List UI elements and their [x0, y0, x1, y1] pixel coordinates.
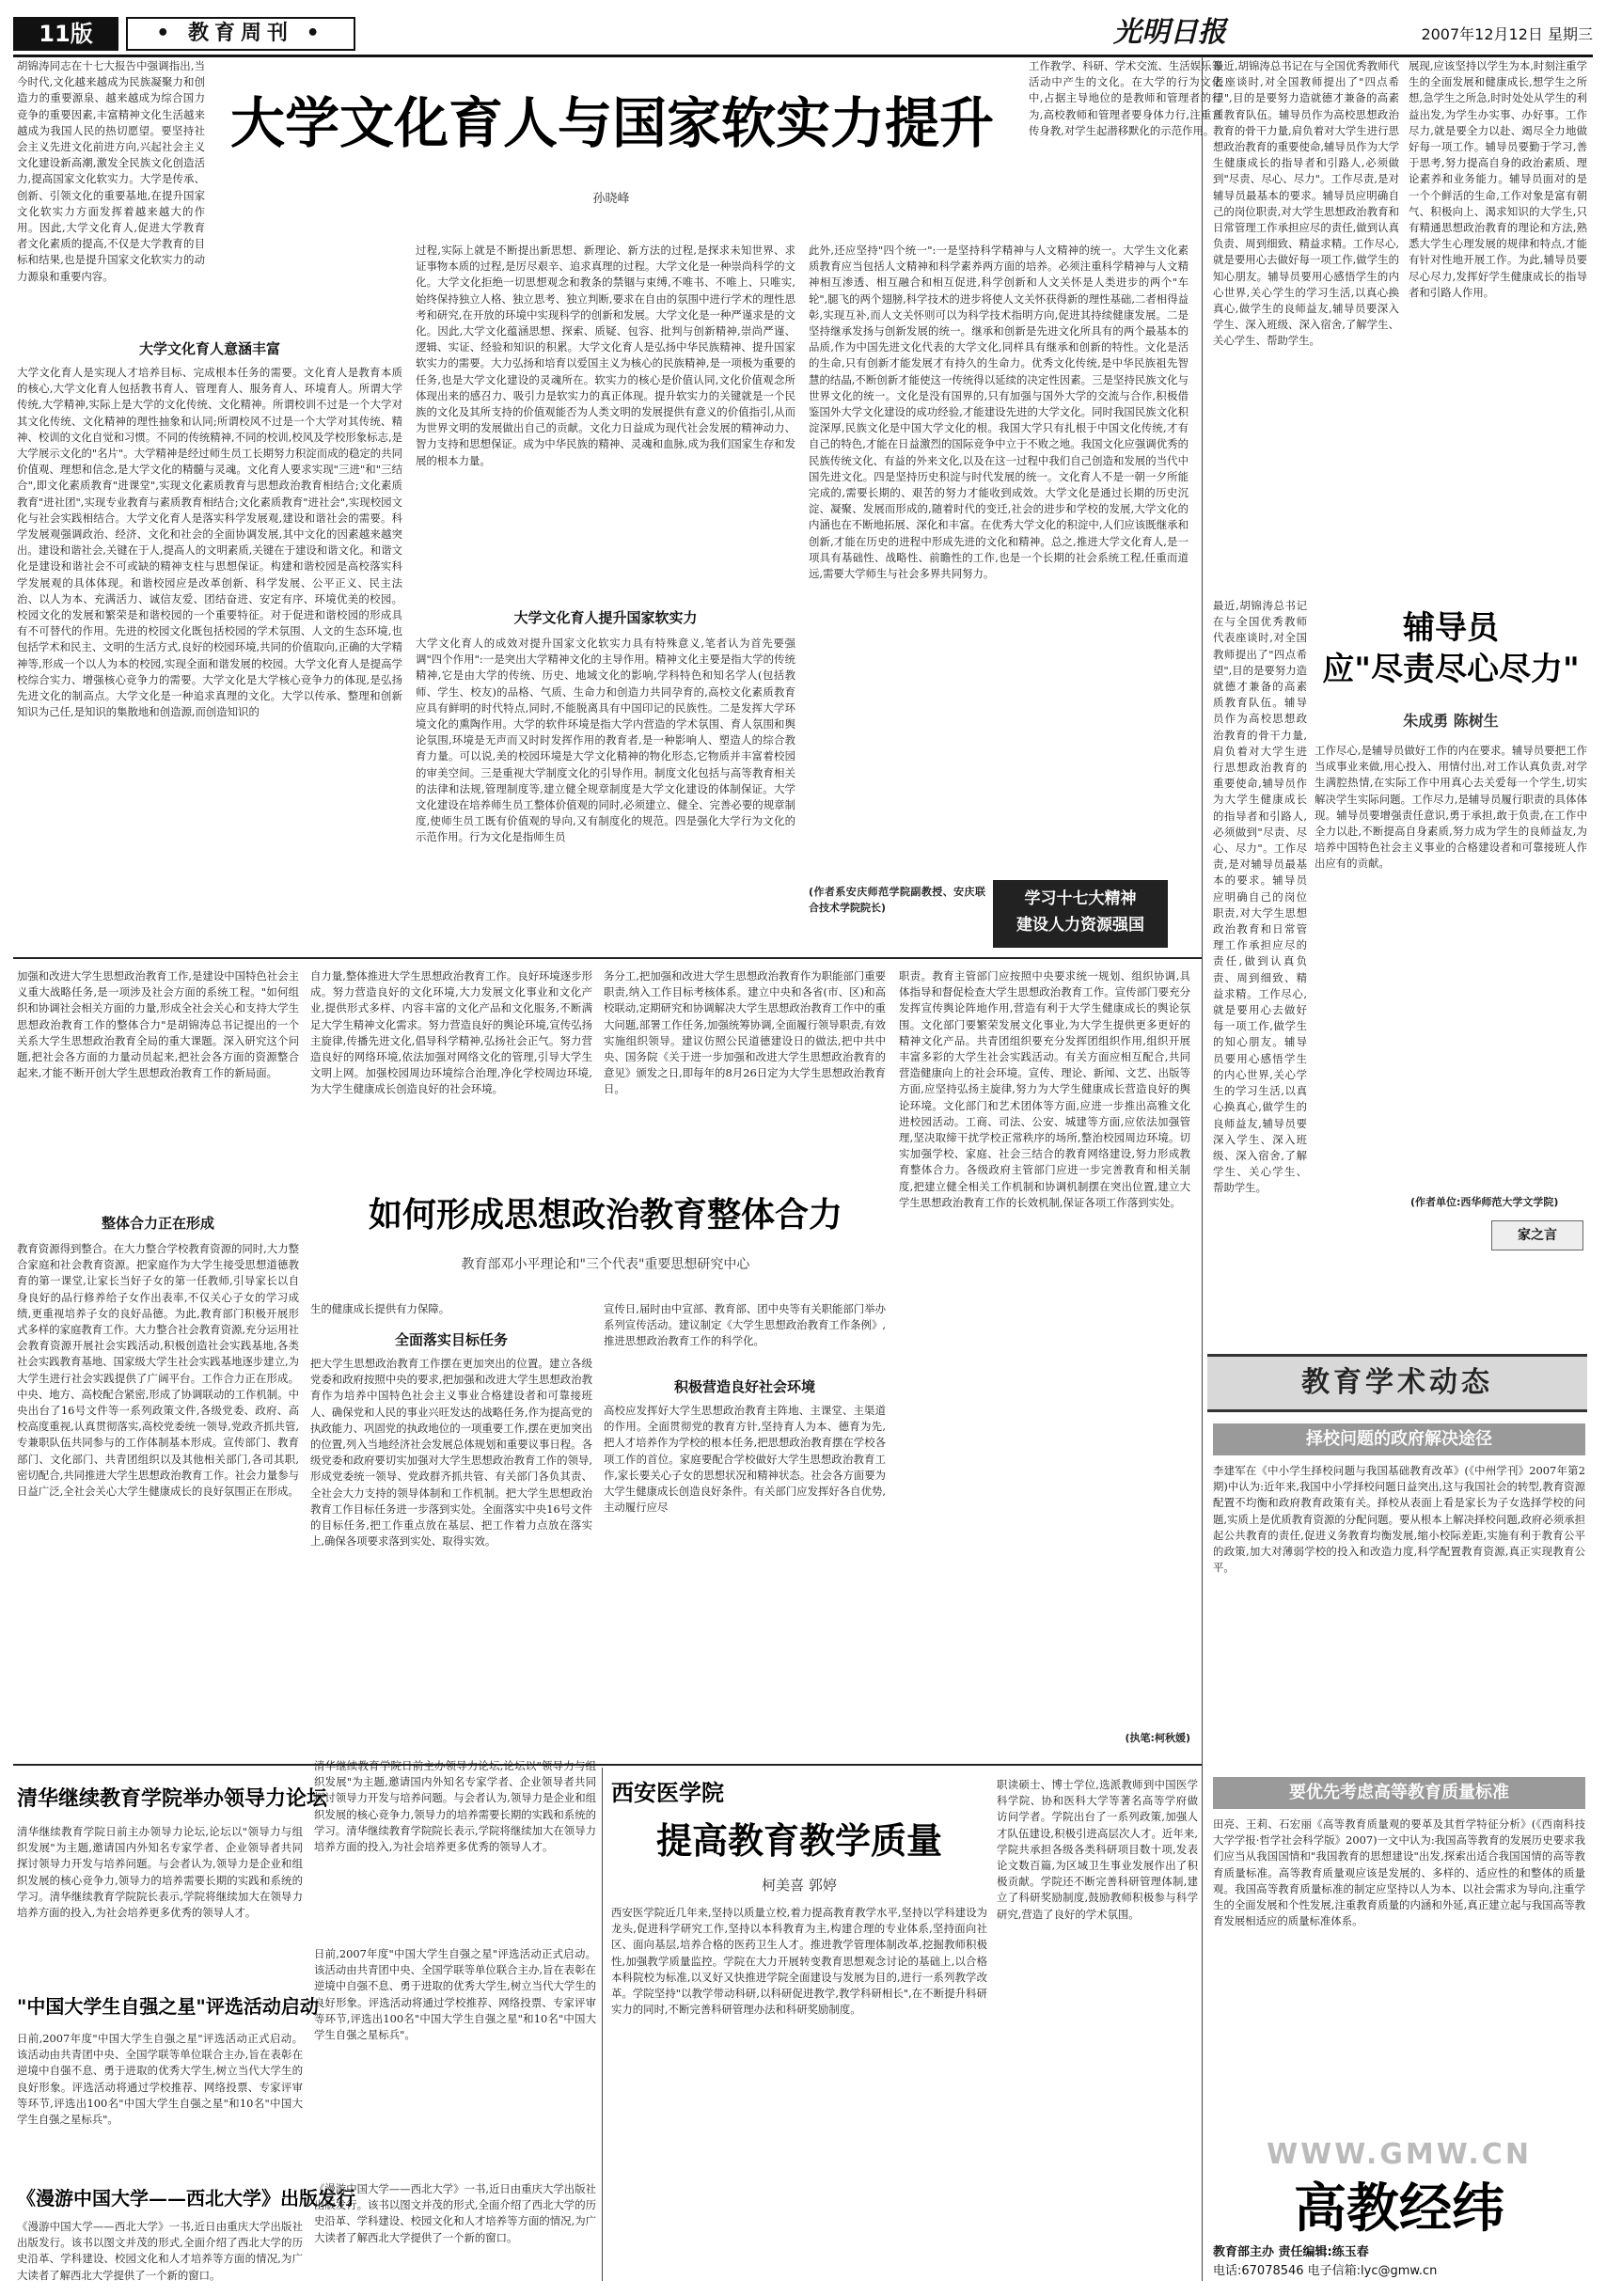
middle-headline: 如何形成思想政治教育整体合力	[368, 1195, 842, 1234]
lead-intro: 胡锦涛同志在十七大报告中强调指出,当今时代,文化越来越成为民族凝聚力和创造力的重要源泉、越来越成为综合国力竞争的重要因素,丰富精神文化生活越来越成为我国人民的热切愿望。要坚持社会主义先进文化前进方向,兴起社会主义文化建设新高潮,激发全民族文化创造活力,提高国家文化软实力。大学是传承、创新、引领文化的重要基地,在提升国家文化软实力方面发挥着越来越大的作用。因此,大学文化育人,促进大学教育者文化素质的提高,不仅是大学教育的目标和结果,也是提升国家文化软实力的动力源泉和重要内容。	[17, 59, 205, 283]
academic-news-title: 教育学术动态	[1301, 1366, 1493, 1399]
publication-date	[1311, 23, 1593, 44]
xian-headline: 提高教育教学质量	[655, 1819, 942, 1862]
contact-line: 电话:67078546 电子信箱:lyc@gmw.cn	[1213, 2264, 1438, 2278]
middle-intro: 加强和改进大学生思想政治教育工作,是建设中国特色社会主义重大战略任务,是一项涉及社会方面的系统工程。"如何组织和协调社会相关方面的力量,形成全社会关心和支持大学生思想政治教育工作的整体合力"是胡锦涛总书记提出的一个关系大学生思想政治教育全局的重大课题。深入研究这个问题,把社会各方面的力量动员起来,把社会各方面的资源整合起来,才能不断开创大学生思想政治教育工作的新局面。	[17, 969, 299, 1080]
lead-column-1: 大学文化育人是实现人才培养目标、完成根本任务的需要。文化育人是教育本质的核心,大学文化育人包括教书育人、管理育人、服务育人、环境育人。所谓大学传统,大学精神,实际上是大学的文化传统、文化精神。所谓校训不过是一个大学对其文化传统、文化精神的理性抽象和认同;所谓校风不过是一个大学对其传统、精神、校训的文化自觉和习惯。不同的传统精神,不同的校训,校风及学校形象标志,是大学展示文化的"名片"。大学精神是经过师生员工长期努力积淀而成的稳定的共同价值观、理想和信念,是大学文化的精髓与灵魂。文化育人要求实现"三进"和"三结合",即文化素质教育"进课堂",实现文化素质教育与思想政治教育相结合;文化素质教育"进社团",实现专业教育与素质教育相结合;文化素质教育"进社会",实现校园文化与社会实践相结合。大学文化育人是落实科学发展观,建设和谐社会的需要。科学发展观强调政治、经济、文化和社会的全面协调发展,其中文化的因素越来越突出。建设和谐社会,关键在于人,提高人的文明素质,关键在于建设和谐文化。和谐文化是建设和谐社会不可或缺的精神支柱与思想保证。构建和谐校园是高校落实科学发展观的具体体现。和谐校园应是改革创新、科学发展、公平正义、民主法治、以人为本、充满活力、诚信友爱、团结奋进、安定有序、环境优美的校园。校园文化的发展和繁荣是和谐校园的一个重要特征。对于促进和谐校园的形成具有不可替代的作用。先进的校园文化既包括校园的学术氛围、人文的生态环境,也包括学术和民主、文明的生活方式,良好的校园环境,共同的价值取向,正确的大学精神等,形成一个以人为本的校园,实现全面和谐发展的校园。大学文化育人是提高学校综合实力、增强核心竞争力的需要。大学文化是大学核心竞争力的体现,是弘扬先进文化的制高点。大学文化是一种追求真理的文化。大学以传承、整理和创新知识为己任,是知识的集散地和创造源,而创造知识的	[17, 366, 402, 719]
xian-kicker: 西安医学院	[611, 1779, 724, 1806]
bottom-article-1-text: 清华继续教育学院日前主办领导力论坛,论坛以"领导力与组织发展"为主题,邀请国内外知名专家学者、企业领导者共同探讨领导力开发与培养问题。与会者认为,领导力是企业和组织发展的核心竞争力,领导力的培养需要长期的实践和系统的学习。清华继续教育学院院长表示,学院将继续加大在领导力培养方面的投入,为社会培养更多优秀的领导人才。	[17, 1825, 303, 1920]
xian-text-right: 职读硕士、博士学位,选派教师到中国医学科学院、协和医科大学等著名高等学府做访问学者。学院出台了一系列政策,加强人才队伍建设,积极引进高层次人才。近年来,学院共承担各级各类科研项目数十项,发表论文数百篇,为区域卫生事业发展作出了积极贡献。学院还不断完善科研管理体制,建立了科研奖励制度,鼓励教师积极参与科学研究,营造了良好的学术氛围。	[997, 1778, 1198, 1921]
middle-column-3: 务分工,把加强和改进大学生思想政治教育作为职能部门重要职责,纳入工作目标考核体系。建立中央和各省(市、区)和高校联动,定期研究和协调解决大学生思想政治教育工作中的重大问题,部署工作任务,加强统筹协调,全面履行领导职责,有效实施组织领导。建议仿照公民道德建设日的做法,把中共中央、国务院《关于进一步加强和改进大学生思想政治教育的意见》颁发之日,即每年的8月26日定为大学生思想政治教育日。	[604, 969, 886, 1096]
site-url: WWW.GMW.CN	[1267, 2138, 1532, 2171]
bottom-divider	[13, 1764, 1202, 1766]
counselor-column-c: 工作尽心,是辅导员做好工作的内在要求。辅导员要把工作当成事业来做,用心投入、用情付出,对工作认真负责,对学生满腔热情,在实际工作中用真心去关爱每一个学生,切实解决学生实际问题。工作尽力,是辅导员履行职责的具体体现。辅导员要增强责任意识,勇于承担,敢于负责,在工作中全力以赴,不断提高自身素质,努力成为学生的良师益友,为培养中国特色社会主义事业的合格建设者和可靠接班人作出应有的贡献。	[1315, 744, 1587, 871]
topic-banner-line-1: 学习十七大精神	[1024, 889, 1137, 908]
bottom-article-1-title: 清华继续教育学院举办领导力论坛	[17, 1786, 328, 1811]
middle-column-3c: 高校应发挥好大学生思想政治教育主阵地、主课堂、主渠道的作用。全面贯彻党的教育方针,坚持育人为本、德育为先,把人才培养作为学校的根本任务,把思想政治教育摆在学校各项工作的首位。家庭要配合学校做好大学生思想政治教育工作,家长要关心子女的思想状况和精神状态。社会各方面要为大学生健康成长创造良好条件。有关部门应发挥好各自优势,主动履行应尽	[604, 1404, 886, 1515]
bottom-article-2-title: "中国大学生自强之星"评选活动启动	[17, 1995, 319, 2018]
news-item-2-title: 要优先考虑高等教育质量标准	[1213, 1777, 1585, 1809]
counselor-headline-line-2: 应"尽责尽心尽力"	[1322, 651, 1580, 688]
editor-line	[1213, 2243, 1585, 2262]
column-brand: 高教经纬	[1294, 2178, 1504, 2240]
issue-number: 11版	[13, 17, 118, 51]
middle-column-2a: 自力量,整体推进大学生思想政治教育工作。良好环境逐步形成。努力营造良好的文化环境,大力发展文化事业和文化产业,提供形式多样、内容丰富的文化产品和文化服务,不断满足大学生精神文化需求。努力营造良好的舆论环境,宣传弘扬主旋律,传播先进文化,倡导科学精神,弘扬社会正气。努力营造良好的网络环境,依法加强对网络文化的管理,引导大学生文明上网。加强校园周边环境综合治理,净化学校周边环境,为大学生健康成长创造良好的社会环境。	[310, 969, 592, 1096]
academic-news-band	[1207, 1354, 1587, 1412]
counselor-affiliation: (作者单位:西华师范大学文学院)	[1410, 1196, 1559, 1208]
middle-column-2b: 生的健康成长提供有力保障。	[310, 1302, 450, 1315]
section-name: • 教育周刊 •	[126, 17, 355, 51]
counselor-column-b: 展现,应该坚持以学生为本,时刻注重学生的全面发展和健康成长,想学生之所想,急学生之所急,时时处处从学生的利益出发,为学生办实事、办好事。工作尽力,就是要全力以赴、竭尽全力地做好每一项工作。辅导员要勤于学习,善于思考,努力提高自身的政治素质、理论素养和业务能力。辅导员面对的是一个个鲜活的生命,工作对象是富有朝气、积极向上、渴求知识的大学生,只有精通思想政治教育的理论和方法,熟悉大学生心理发展的规律和特点,才能有针对性地开展工作。为此,辅导员要尽心尽力,发挥好学生健康成长的指导者和引路人作用。	[1409, 59, 1587, 299]
counselor-headline	[1315, 607, 1587, 690]
section-divider	[13, 957, 1202, 959]
bottom-divider-1	[602, 1768, 603, 2281]
lead-byline: 孙晓峰	[592, 192, 630, 206]
counselor-column-c-left: 最近,胡锦涛总书记在与全国优秀教师代表座谈时,对全国教师提出了"四点希望",目的是要努力造就德才兼备的高素质教育队伍。辅导员作为高校思想政治教育的骨干力量,肩负着对大学生进行思想政治教育的重要使命,辅导员作为大学生健康成长的指导者和引路人,必须做到"尽责、尽心、尽力"。工作尽责,是对辅导员最基本的要求。辅导员应明确自己的岗位职责,对大学生思想政治教育和日常管理工作承担应尽的责任,做到认真负责、周到细致、精益求精。工作尽心,就是要用心去做好每一项工作,做学生的知心朋友。辅导员要用心感悟学生的内心世界,关心学生的学习生活,以真心换真心,做学生的良师益友,辅导员要深入学生、深入班级、深入宿舍,了解学生、关心学生、帮助学生。	[1213, 599, 1307, 1195]
lead-side-text: 工作教学、科研、学术交流、生活娱乐等活动中产生的文化。在大学的行为文化中,占据主导地位的是教师和管理者的行为,高校教师和管理者要身体力行,注重言传身教,对学生起潜移默化的示范作用。	[1029, 59, 1222, 137]
editor-info: 教育部主办 责任编辑:练玉春	[1213, 2245, 1369, 2259]
lead-headline: 大学文化育人与国家软实力提升	[229, 91, 994, 155]
bottom-article-3-text: 《漫游中国大学——西北大学》一书,近日由重庆大学出版社出版发行。该书以图文并茂的形式,全面介绍了西北大学的历史沿革、学科建设、校园文化和人才培养等方面的情况,为广大读者了解西北大学提供了一个新的窗口。	[17, 2220, 303, 2282]
middle-byline-end: (执笔:柯秋媛)	[1125, 1732, 1190, 1744]
xian-text: 西安医学院近几年来,坚持以质量立校,着力提高教育教学水平,坚持以学科建设为龙头,促进科学研究工作,坚持以本科教育为主,构建合理的专业体系,坚持面向社区、面向基层,培养合格的医药卫生人才。推进教学管理体制改革,挖掘教师积极性,加强教学质量监控。学院在大力开展转变教育思想观念讨论的基础上,以合格本科院校为标准,以叉好又快推进学院全面建设与发展为目的,进行一系列教学改革。学院坚持"以教学带动科研,以科研促进教学,教学科研相长",在不断提升科研实力的同时,不断完善科研管理办法和科研奖励制度。	[611, 1906, 987, 2017]
counselor-headline-line-1: 辅导员	[1403, 609, 1499, 647]
column-divider	[1202, 56, 1203, 1222]
lead-column-3: 此外,还应坚持"四个统一":一是坚持科学精神与人文精神的统一。大学生文化素质教育应当包括人文精神和科学素养两方面的培养。必须注重科学精神与人文精神相互渗透、相互融合和相互促进,科学创新和人文关怀是人类进步的两个"车轮",腿飞的两个翅膀,科学技术的进步将使人文关怀获得新的理性基础,二者相得益彰,实现互补,而人文关怀则可以为科学技术指明方向,促进其持续健康发展。二是坚持继承发扬与创新发展的统一。继承和创新是先进文化所具有的两个最基本的品质,作为中国先进文化代表的大学文化,同样具有继承和创新的特性。文化是活的生命,只有创新才能发展才有持久的生命力。优秀文化传统,是中华民族祖先智慧的结晶,不断创新才能使这一传统得以延续的决定性因素。三是坚持民族文化与世界文化的统一。文化是没有国界的,只有加强与国外大学的交流与合作,积极借鉴国外大学文化建设的成功经验,才能建设先进的大学文化。同时我国民族文化积淀深厚,民族文化是中国大学文化的根。我国大学只有扎根于中国文化传统,才有自己的特色,才能在日益激烈的国际竞争中立于不败之地。我国文化应强调优秀的民族传统文化、有益的外来文化,以及在这一过程中我们自己创造和发展的当代中国先进文化。四是坚持历史积淀与时代发展的统一。文化育人不是一朝一夕所能完成的,需要长期的、艰苦的努力才能收到成效。大学文化是通过长期的历史沉淀、凝聚、发展而形成的,随着时代的变迁,社会的进步和学校的发展,大学文化的内涵也在不断地拓展、深化和丰富。在优秀大学文化的积淀中,人们应该既继承和创新,才能在历史的进程中形成先进的文化和精神。总之,推进大学文化育人,是一项具有基础性、战略性、前瞻性的工作,也是一个长期的社会系统工程,任重而道远,需要大学师生与社会多界共同努力。	[809, 244, 1189, 581]
lead-subhead-1: 大学文化育人意涵丰富	[138, 340, 280, 357]
middle-byline: 教育部邓小平理论和"三个代表"重要思想研究中心	[461, 1257, 750, 1272]
weekday-text: 星期三	[1547, 25, 1593, 43]
lead-subhead-2: 大学文化育人提升国家软实力	[513, 609, 698, 626]
bottom-divider-2	[1202, 1222, 1203, 2281]
counselor-byline: 朱成勇 陈树生	[1403, 712, 1499, 730]
page-header	[13, 13, 1593, 57]
middle-subhead-3: 积极营造良好社会环境	[673, 1378, 815, 1395]
lead-affiliation: (作者系安庆师范学院副教授、安庆联合技术学院院长)	[809, 886, 985, 914]
bottom-article-3-text-b: 《漫游中国大学——西北大学》一书,近日由重庆大学出版社出版发行。该书以图文并茂的形式,全面介绍了西北大学的历史沿革、学科建设、校园文化和人才培养等方面的情况,为广大读者了解西北大学提供了一个新的窗口。	[314, 2182, 596, 2244]
middle-column-3b: 宣传日,届时由中宣部、教育部、团中央等有关职能部门举办系列宣传活动。建议制定《大学生思想政治教育工作条例》,推进思想政治教育工作的科学化。	[604, 1302, 886, 1348]
middle-column-1: 教育资源得到整合。在大力整合学校教育资源的同时,大力整合家庭和社会教育资源。把家庭作为大学生接受思想道德教育的第一课堂,让家长当好子女的第一任教师,引导家长以自身良好的品行修养给子女作出表率,不仅关心子女的学习成绩,更重视培养子女的良好品德。为此,教育部门积极开展形式多样的家庭教育工作。大力整合社会教育资源,充分运用社会教育资源开展社会实践活动,积极创造社会实践基地,各类社会实践教育基地、国家级大学生社会实践基地逐步建立,为大学生进行社会实践提供了广阔平台。工作合力正在形成。中央、地方、高校配合紧密,形成了协调联动的工作机制。中央出台了16号文件等一系列政策文件,各级党委、政府、高校高度重视,认真贯彻落实,高校党委统一领导,党政齐抓共管,专兼职队伍共同参与的工作体制基本形成。宣传部门、教育部门、文化部门、共青团组织以及其他相关部门,各司其职,密切配合,共同推进大学生思想政治教育工作。社会力量参与日益广泛,全社会关心大学生健康成长的良好氛围正在形成。	[17, 1242, 299, 1499]
middle-column-2c: 把大学生思想政治教育工作摆在更加突出的位置。建立各级党委和政府按照中央的要求,把加强和改进大学生思想政治教育作为培养中国特色社会主义事业合格建设者和可靠接班人、确保党和人民的事业兴旺发达的战略任务,作为提高党的执政能力、巩固党的执政地位的一项重要工作,摆在更加突出的位置,列入当地经济社会发展总体规划和重要议事日程。各级党委和政府要切实加强对大学生思想政治教育工作的领导,形成党委统一领导、党政群齐抓共管、有关部门各负其责、全社会大力支持的领导体制和工作机制。把大学生思想政治教育工作目标任务进一步落到实处。全面落实中央16号文件的目标任务,把工作重点放在基层、把工作着力点放在落实上,确保各项要求落到实处、取得实效。	[310, 1357, 592, 1549]
news-item-1-title: 择校问题的政府解决途径	[1213, 1423, 1585, 1455]
topic-banner	[993, 880, 1168, 948]
bottom-article-2-text-b: 日前,2007年度"中国大学生自强之星"评选活动正式启动。该活动由共青团中央、全国学联等单位联合主办,旨在表彰在逆境中自强不息、勇于进取的优秀大学生,树立当代大学生的良好形象。评选活动将通过学校推荐、网络投票、专家评审等环节,评选出100名"中国大学生自强之星"和10名"中国大学生自强之星标兵"。	[314, 1947, 596, 2042]
middle-subhead-1: 整体合力正在形成	[101, 1215, 214, 1232]
news-item-2-text: 田亮、王莉、石宏丽《高等教育质量观的要革及其哲学特征分析》(《西南科技大学学报·哲学社会科学版》2007)一文中认为:我国高等教育的发展历史要求我们应当从我国国情和"我国教育的思想建设"出发,探索出适合我国国情的高等教育质量标准。高等教育质量观应该是发展的、多样的、适应性的和整体的质量观。我国高等教育质量标准的制定应坚持以人为本、以社会需求为导向,注重学生的全面发展和个性发展,注重教育质量的内涵和外延,真正建立起与我国高等教育发展相适应的质量标准体系。	[1213, 1817, 1585, 1928]
masthead-logo: 光明日报	[1113, 16, 1226, 49]
middle-subhead-2: 全面落实目标任务	[394, 1331, 508, 1348]
opinion-badge: 家之言	[1491, 1220, 1583, 1250]
date-text: 2007年12月12日	[1421, 25, 1543, 43]
bottom-article-3-title: 《漫游中国大学——西北大学》出版发行	[17, 2187, 355, 2210]
bottom-article-2-text: 日前,2007年度"中国大学生自强之星"评选活动正式启动。该活动由共青团中央、全国学联等单位联合主办,旨在表彰在逆境中自强不息、勇于进取的优秀大学生,树立当代大学生的良好形象。评选活动将通过学校推荐、网络投票、专家评审等环节,评选出100名"中国大学生自强之星"和10名"中国大学生自强之星标兵"。	[17, 2032, 303, 2127]
topic-banner-line-2: 建设人力资源强国	[1016, 916, 1144, 935]
bottom-article-1-text-b: 清华继续教育学院日前主办领导力论坛,论坛以"领导力与组织发展"为主题,邀请国内外知名专家学者、企业领导者共同探讨领导力开发与培养问题。与会者认为,领导力是企业和组织发展的核心竞争力,领导力的培养需要长期的实践和系统的学习。清华继续教育学院院长表示,学院将继续加大在领导力培养方面的投入,为社会培养更多优秀的领导人才。	[314, 1759, 596, 1854]
middle-column-4: 职责。教育主管部门应按照中央要求统一规划、组织协调,具体指导和督促检查大学生思想政治教育工作。宣传部门要充分发挥宣传舆论阵地作用,营造有利于大学生健康成长的舆论氛围。文化部门要繁荣发展文化事业,为大学生提供更多更好的精神文化产品。共青团组织要充分发挥团组织作用,组织开展丰富多彩的大学生社会实践活动。有关方面应相互配合,共同营造健康向上的社会环境。宣传、理论、新闻、文艺、出版等方面,应坚持弘扬主旋律,努力为大学生健康成长营造良好的舆论环境。文化部门和艺术团体等方面,应进一步推出高雅文化进校园活动。工商、司法、公安、城建等方面,应依法加强管理,坚决取缔干扰学校正常秩序的场所,整治校园周边环境。切实加强学校、家庭、社会三结合的教育网络建设,努力形成教育整体合力。各级政府主管部门应进一步完善教育和相关制度,把建立健全相关工作机制和协调机制摆在突出位置,建立大学生思想政治教育工作的长效机制,保证各项工作落到实处。	[899, 969, 1190, 1209]
news-item-1-text: 李建军在《中小学生择校问题与我国基础教育改革》(《中州学刊》2007年第2期)中认为:近年来,我国中小学择校问题日益突出,这与我国社会的转型,教育资源配置不均衡和政府教育政策有关。择校从表面上看是家长为子女选择学校的问题,实质上是优质教育资源的分配问题。要从根本上解决择校问题,政府必须承担起公共教育的责任,促进义务教育均衡发展,缩小校际差距,实施有利于教育公平的政策,加大对薄弱学校的投入和改造力度,科学配置教育资源,真正实现教育公平。	[1213, 1464, 1585, 1575]
lead-column-2a: 过程,实际上就是不断提出新思想、新理论、新方法的过程,是探求未知世界、求证事物本质的过程,是厉尽艰辛、追求真理的过程。大学文化是一种崇尚科学的文化。大学文化拒绝一切思想观念和教条的禁锢与束缚,不唯书、不唯上、只唯实,始终保持独立人格、独立思考、独立判断,要求在自由的氛围中进行学术的理性思考和研究,在开放的环境中实现科学的创新和发展。大学文化是一种严谨求是的文化。因此,大学文化蕴涵思想、探索、质疑、包容、批判与创新精神,崇尚严谨、逻辑、实证、经验和知识的积累。大学文化育人是弘扬中华民族精神、提升国家软实力的需要。大力弘扬和培育以爱国主义为核心的民族精神,是一项极为重要的任务,也是大学文化建设的灵魂所在。软实力的核心是价值认同,文化价值观念所体现出来的感召力、吸引力是软实力的真正体现。提升软实力的关键就是一个民族的文化及其所支持的价值观能否为人类文明的发展提供有意义的价值指引,从而为世界文明的发展做出自己的贡献。文化力日益成为现代社会发展的精神动力、智力支持和思想保证。成为中华民族的精神、灵魂和血脉,成为我们国家生存和发展的根本力量。	[416, 244, 795, 467]
xian-byline: 柯美喜 郭婷	[762, 1877, 837, 1894]
lead-column-2b: 大学文化育人的成效对提升国家文化软实力具有特殊意义,笔者认为首先要强调"四个作用":一是突出大学精神文化的主导作用。精神文化主要是指大学的传统精神,它是由大学的传统、历史、地域文化的影响,学科特色和知名学人(包括教师、学生、校友)的品格、气质、生命力和创造力共同孕育的,高校文化素质教育应具有鲜明的时代特点,同时,不能脱离具有中国印记的民族性。二是发挥大学环境文化的熏陶作用。大学的软件环境是指大学内营造的学术氛围、育人氛围和舆论氛围,环境是无声而又时时发挥作用的教育者,是一种影响人、塑造人的综合教育力量。可以说,美的校园环境是大学文化精神的物化形态,它物质并丰富着校园的审美空间。三是重视大学制度文化的引导作用。制度文化包括与高等教育相关的法律和法规,管理制度等,建立健全规章制度是大学文化建设的体制保证。大学文化建设在培养师生员工整体价值观的同时,必须建立、健全、完善必要的规章制度,使师生员工既有价值观的导向,又有制度化的规范。四是强化大学行为文化的示范作用。行为文化是指师生员	[416, 637, 795, 844]
counselor-column-a: 最近,胡锦涛总书记在与全国优秀教师代表座谈时,对全国教师提出了"四点希望",目的是要努力造就德才兼备的高素质教育队伍。辅导员作为高校思想政治教育的骨干力量,肩负着对大学生进行思想政治教育的重要使命,辅导员作为大学生健康成长的指导者和引路人,必须做到"尽责、尽心、尽力"。工作尽责,是对辅导员最基本的要求。辅导员应明确自己的岗位职责,对大学生思想政治教育和日常管理工作承担应尽的责任,做到认真负责、周到细致、精益求精。工作尽心,就是要用心去做好每一项工作,做学生的知心朋友。辅导员要用心感悟学生的内心世界,关心学生的学习生活,以真心换真心,做学生的良师益友,辅导员要深入学生、深入班级、深入宿舍,了解学生、关心学生、帮助学生。	[1213, 59, 1399, 348]
